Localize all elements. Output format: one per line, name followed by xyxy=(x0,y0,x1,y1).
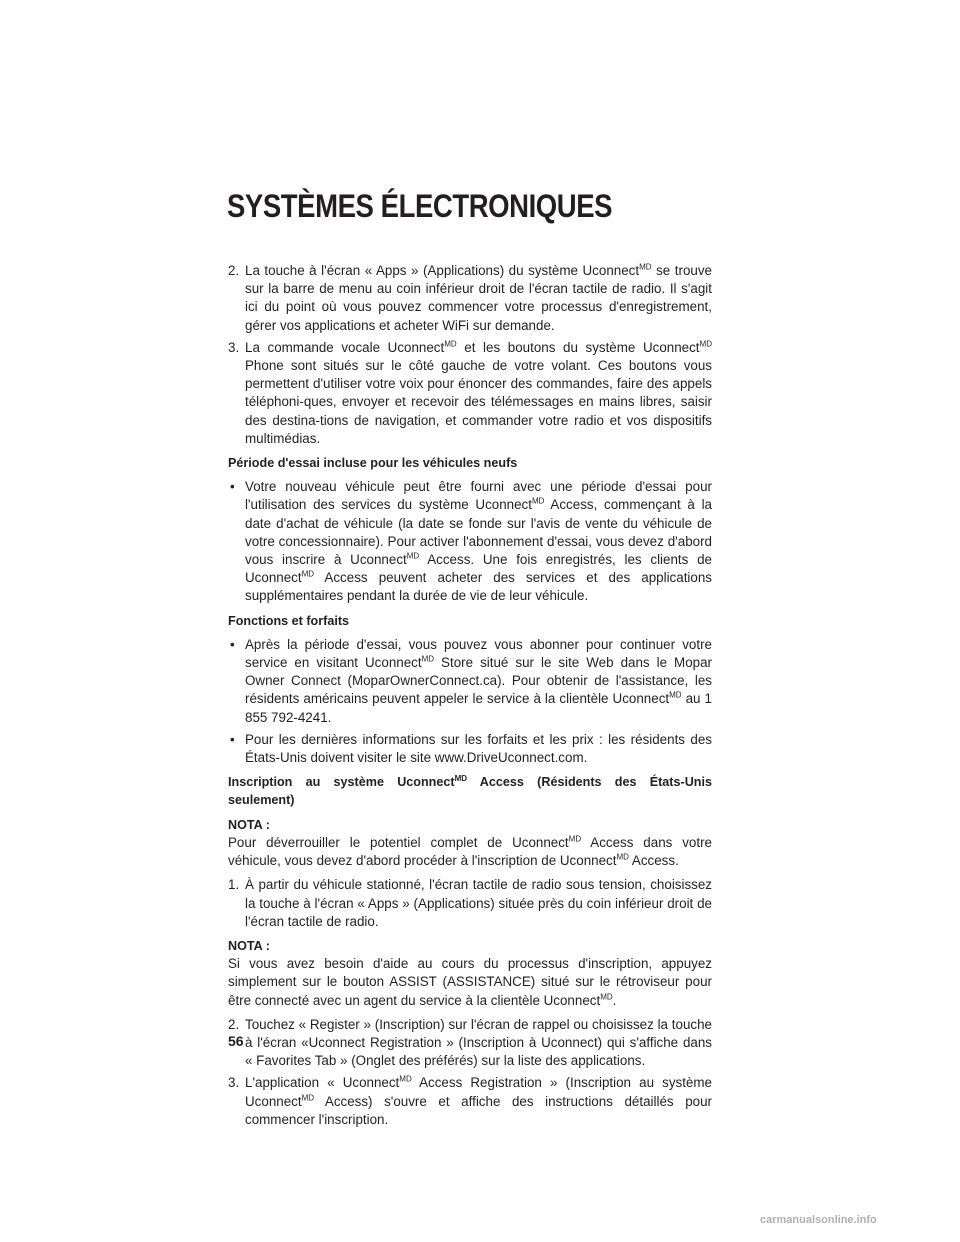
note-body: Access dans votre véhicule, vous devez d'abord procéder à l'inscription de Uconnect xyxy=(228,834,712,869)
trademark-sup: MD xyxy=(699,339,712,349)
trademark-sup: MD xyxy=(600,992,613,1002)
list-text: La touche à l'écran « Apps » (Applications) du système Uconnect xyxy=(245,263,640,278)
list-text: Access) s'ouvre et affiche des instructions détaillés pour commencer l'inscription. xyxy=(245,1093,712,1127)
note-text xyxy=(228,955,712,1010)
bullet-trial xyxy=(228,478,712,605)
list-item-2 xyxy=(228,262,712,335)
trademark-sup: MD xyxy=(421,654,435,664)
trademark-sup: MD xyxy=(639,262,652,272)
step-3 xyxy=(228,1074,712,1129)
note-text xyxy=(228,834,712,870)
note-body: . xyxy=(612,992,617,1008)
bullet-plans-2 xyxy=(228,731,712,767)
trademark-sup: MD xyxy=(454,774,468,784)
step-2 xyxy=(228,1016,712,1071)
heading-registration xyxy=(228,773,712,809)
trademark-sup: MD xyxy=(444,339,457,349)
list-text: À partir du véhicule stationné, l'écran tactile de radio sous tension, choisissez la touche à l'écran « Apps » (Applications) située près du coin inférieur droit de l'écran tactile de radio. xyxy=(245,877,712,929)
list-number: 3. xyxy=(228,1075,240,1091)
list-item-3 xyxy=(228,339,712,448)
list-text: L'application « Uconnect xyxy=(245,1075,400,1091)
bullet-text: Access, commençant à la date d'achat de véhicule (la date se fonde sur l'avis de vente du véhicule de votre concessionnaire). Pour activer l'abonnement d'essai, vous devez d'abord vous inscrire à Uconnect xyxy=(245,497,712,568)
bullet-mark: • xyxy=(230,731,235,747)
bullet-text: au 1 855 792-4241. xyxy=(245,691,712,725)
list-text: Phone sont situés sur le côté gauche de votre volant. Ces boutons vous permettent d'utiliser votre voix pour énoncer des commandes, faire des appels téléphoni-ques, envoyer et recevoir des télémessages en mains libres, saisir des destina-tions de navigation, et commander votre radio et vos dispositifs multimédias. xyxy=(245,358,712,446)
bullet-text: Store situé sur le site Web dans le Mopar Owner Connect (MoparOwnerConnect.ca). Pour obtenir de l'assistance, les résidents américains peuvent appeler le service à la clientèle Uconnect xyxy=(245,655,713,707)
trademark-sup: MD xyxy=(301,1093,315,1103)
bullet-text: Pour les dernières informations sur les forfaits et les prix : les résidents des États-Unis doivent visiter le site www.DriveUconnect.com. xyxy=(245,731,712,766)
list-number: 2. xyxy=(228,1016,240,1032)
note-body: Access. xyxy=(628,853,679,869)
section-title: SYSTÈMES ÉLECTRONIQUES xyxy=(227,188,613,224)
heading-text: Access (Résidents des États-Unis seulement) xyxy=(228,775,712,808)
list-number: 2. xyxy=(228,263,240,278)
bullet-plans-1 xyxy=(228,636,712,727)
watermark: carmanualsonline.info xyxy=(760,1214,877,1226)
heading-text: Inscription au système Uconnect xyxy=(228,775,455,790)
trademark-sup: MD xyxy=(399,1074,412,1084)
main-content xyxy=(228,262,712,1133)
note-body: Pour déverrouiller le potentiel complet de Uconnect xyxy=(228,834,569,850)
list-text: La commande vocale Uconnect xyxy=(245,339,445,355)
bullet-mark: • xyxy=(230,636,235,652)
trademark-sup: MD xyxy=(301,569,315,579)
trademark-sup: MD xyxy=(568,834,582,844)
bullet-mark: • xyxy=(230,479,235,495)
note-label: NOTA : xyxy=(228,938,270,953)
list-text: Touchez « Register » (Inscription) sur l'écran de rappel ou choisissez la touche à l'écran «Uconnect Registration » (Inscription à Uconnect) qui s'affiche dans « Favorites Tab » (Onglet des préférés) sur la liste des applications. xyxy=(245,1016,712,1069)
note-body: Si vous avez besoin d'aide au cours du processus d'inscription, appuyez simplement sur le bouton ASSIST (ASSISTANCE) situé sur le rétroviseur pour être connecté avec un agent du service à la clientèle Uconnect xyxy=(228,956,712,1008)
note-label: NOTA : xyxy=(228,817,270,832)
bullet-text: Après la période d'essai, vous pouvez vous abonner pour continuer votre service en visitant Uconnect xyxy=(245,636,712,671)
bullet-text: Access. Une fois enregistrés, les clients de Uconnect xyxy=(245,552,713,586)
step-1 xyxy=(228,876,712,931)
list-text: se trouve sur la barre de menu au coin inférieur droit de l'écran tactile de radio. Il s'agit ici du point où vous pouvez commencer votre processus d'enregistrement, gérer vos applications et acheter WiFi sur demande. xyxy=(245,263,712,333)
trademark-sup: MD xyxy=(531,496,545,506)
page-number: 56 xyxy=(228,1033,244,1049)
list-text: Access Registration » (Inscription au système Uconnect xyxy=(245,1075,712,1109)
heading-plans: Fonctions et forfaits xyxy=(228,613,350,628)
trademark-sup: MD xyxy=(669,691,682,700)
bullet-text: Votre nouveau véhicule peut être fourni avec une période d'essai pour l'utilisation des services du système Uconnect xyxy=(245,479,712,513)
list-number: 3. xyxy=(228,339,240,355)
list-number: 1. xyxy=(228,877,240,893)
trademark-sup: MD xyxy=(406,551,420,561)
list-text: et les boutons du système Uconnect xyxy=(456,339,700,355)
trademark-sup: MD xyxy=(616,852,629,862)
heading-trial: Période d'essai incluse pour les véhicules neufs xyxy=(228,456,518,471)
bullet-text: Access peuvent acheter des services et des applications supplémentaires pendant la durée de vie de leur véhicule. xyxy=(245,570,712,604)
